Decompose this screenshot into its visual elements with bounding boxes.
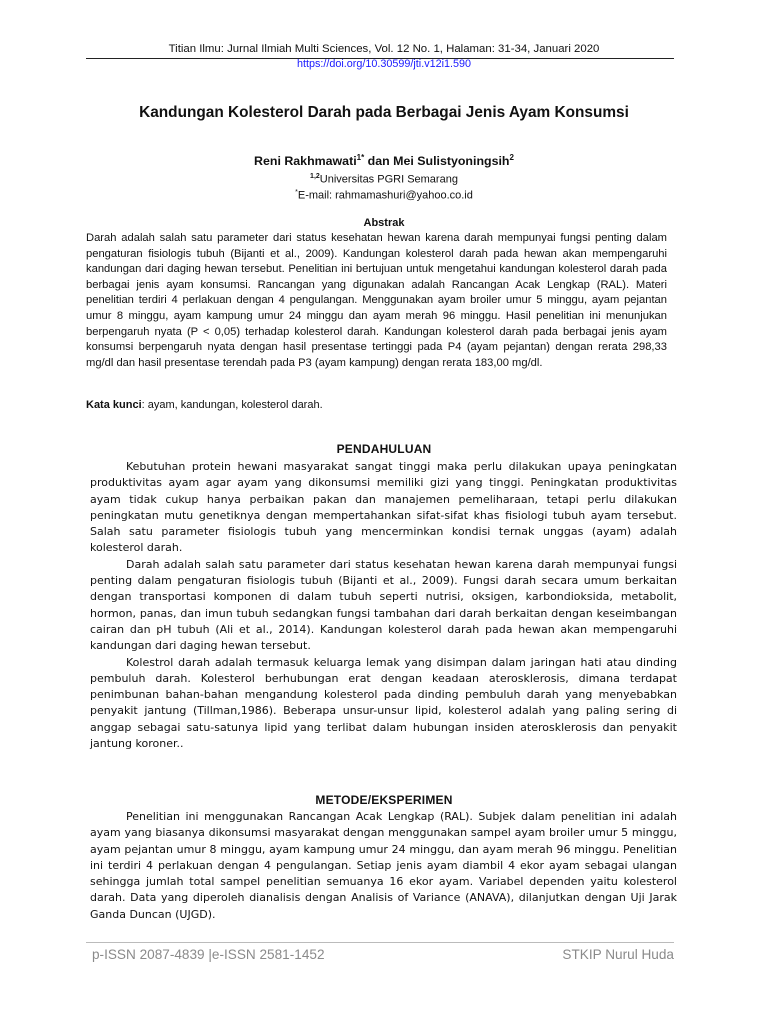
paragraph: Kebutuhan protein hewani masyarakat sangat tinggi maka perlu dilakukan upaya peningkatan produktivitas ayam agar ayam yang dikonsumsi memiliki gizi yang tinggi. Peningkatan produktivitas ayam tidak cukup hanya perbaikan pakan dan manajemen pemeliharaan, tetapi perlu dilakukan peningkatan mutu genetiknya dengan mempertahankan sifat-sifat khas fisiologi tubuh ayam tersebut. Salah satu parameter fisiologis tubuh yang mencerminkan kondisi ternak unggas (ayam) adalah kolesterol darah. [90,460,677,555]
corresponding-email [0,189,768,202]
section-body-metode [90,809,677,923]
footer-divider [86,942,674,943]
keywords-label: Kata kunci [86,399,142,411]
affiliation [0,173,768,186]
email-text: E-mail: rahmamashuri@yahoo.co.id [297,189,473,202]
author-connector: dan [364,154,394,169]
author-2: Mei Sulistyoningsih [393,154,510,169]
author-1: Reni Rakhmawati [254,154,357,169]
paragraph: Kolestrol darah adalah termasuk keluarga lemak yang disimpan dalam jaringan hati atau dinding pembuluh darah. Kolesterol berhubungan erat dengan keadaan aterosklerosis, dimana terdapat penimbunan bahan-bahan mengandung kolesterol pada dinding pembuluh darah yang menyebabkan penyakit jantung (Tillman,1986). Beberapa unsur-unsur lipid, kolesterol adalah yang paling sering di anggap sebagai satu-satunya lipid yang terlibat dalam hubungan insiden aterosklerosis dan penyakit jantung koroner.. [90,655,677,751]
affiliation-name: Universitas PGRI Semarang [319,173,458,186]
article-title: Kandungan Kolesterol Darah pada Berbagai Jenis Ayam Konsumsi [139,104,629,121]
author-2-marker: 2 [509,153,514,162]
section-body-pendahuluan [90,459,677,752]
section-heading-metode: METODE/EKSPERIMEN [315,793,453,807]
affiliation-marker: 1,2 [310,173,320,180]
section-heading-pendahuluan: PENDAHULUAN [336,442,432,456]
journal-citation: Titian Ilmu: Jurnal Ilmiah Multi Sciences, Vol. 12 No. 1, Halaman: 31-34, Januari 2020 [168,43,600,55]
paragraph: Penelitian ini menggunakan Rancangan Acak Lengkap (RAL). Subjek dalam penelitian ini adalah ayam yang biasanya dikonsumsi masyarakat dengan menggunakan sampel ayam broiler umur 5 minggu, ayam pejantan umur 8 minggu, ayam kampung umur 24 minggu, dan ayam merah 96 minggu. Penelitian ini terdiri 4 perlakuan dengan 4 pengulangan. Setiap jenis ayam diambil 4 ekor ayam sebagai ulangan sehingga jumlah total sampel penelitian semuanya 16 ekor ayam. Variabel dependen yaitu kolesterol darah. Data yang diperoleh dianalisis dengan Analisis of Variance (ANAVA), dilanjutkan dengan Uji Jarak Ganda Duncan (UJGD). [90,810,677,921]
abstract-text: Darah adalah salah satu parameter dari status kesehatan hewan karena darah mempunyai fungsi penting dalam pengaturan fisiologis tubuh (Bijanti et al., 2009). Kandungan kolesterol darah pada hewan akan mempengaruhi kandungan dari daging hewan tersebut. Penelitian ini bertujuan untuk mengetahui kandungan kolesterol darah pada berbagai jenis ayam konsumsi. Rancangan yang digunakan adalah Rancangan Acak Lengkap (RAL). Materi penelitian terdiri 4 perlakuan dengan 4 pengulangan. Menggunakan ayam broiler umur 5 minggu, ayam pejantan umur 8 minggu, ayam kampung umur 24 minggu dan ayam merah 96 minggu. Hasil penelitian ini menunjukan berpengaruh nyata (P < 0,05) terhadap kolesterol darah. Kandungan kolesterol darah pada berbagai jenis ayam konsumsi berpengaruh nyata dengan hasil presentase tertinggi pada P4 (ayam pejantan) dengan rerata 298,33 mg/dl dan hasil presentase terendah pada P3 (ayam kampung) dengan rerata 183,00 mg/dl. [86,232,667,369]
keywords-list: : ayam, kandungan, kolesterol darah. [141,399,323,411]
abstract-heading: Abstrak [363,217,405,229]
author-1-marker: 1* [356,153,365,162]
author-line [0,153,768,168]
footer-issn: p-ISSN 2087-4839 |e-ISSN 2581-1452 [92,947,325,962]
doi-link[interactable]: https://doi.org/10.30599/jti.v12i1.590 [296,58,472,70]
footer-publisher: STKIP Nurul Huda [562,947,674,962]
paragraph: Darah adalah salah satu parameter dari status kesehatan hewan karena darah mempunyai fungsi penting dalam pengaturan fisiologis tubuh (Bijanti et al., 2009). Fungsi darah secara umum berkaitan dengan transportasi komponen di dalam tubuh seperti nutrisi, oksigen, karbondioksida, metabolit, hormon, panas, dan imun tubuh sedangkan fungsi tambahan dari darah berkaitan dengan keseimbangan cairan dan pH tubuh (Ali et al., 2014). Kandungan kolesterol darah pada hewan akan mempengaruhi kandungan dari daging hewan tersebut. [90,557,677,653]
email-marker: * [295,189,298,196]
keywords [86,399,674,411]
